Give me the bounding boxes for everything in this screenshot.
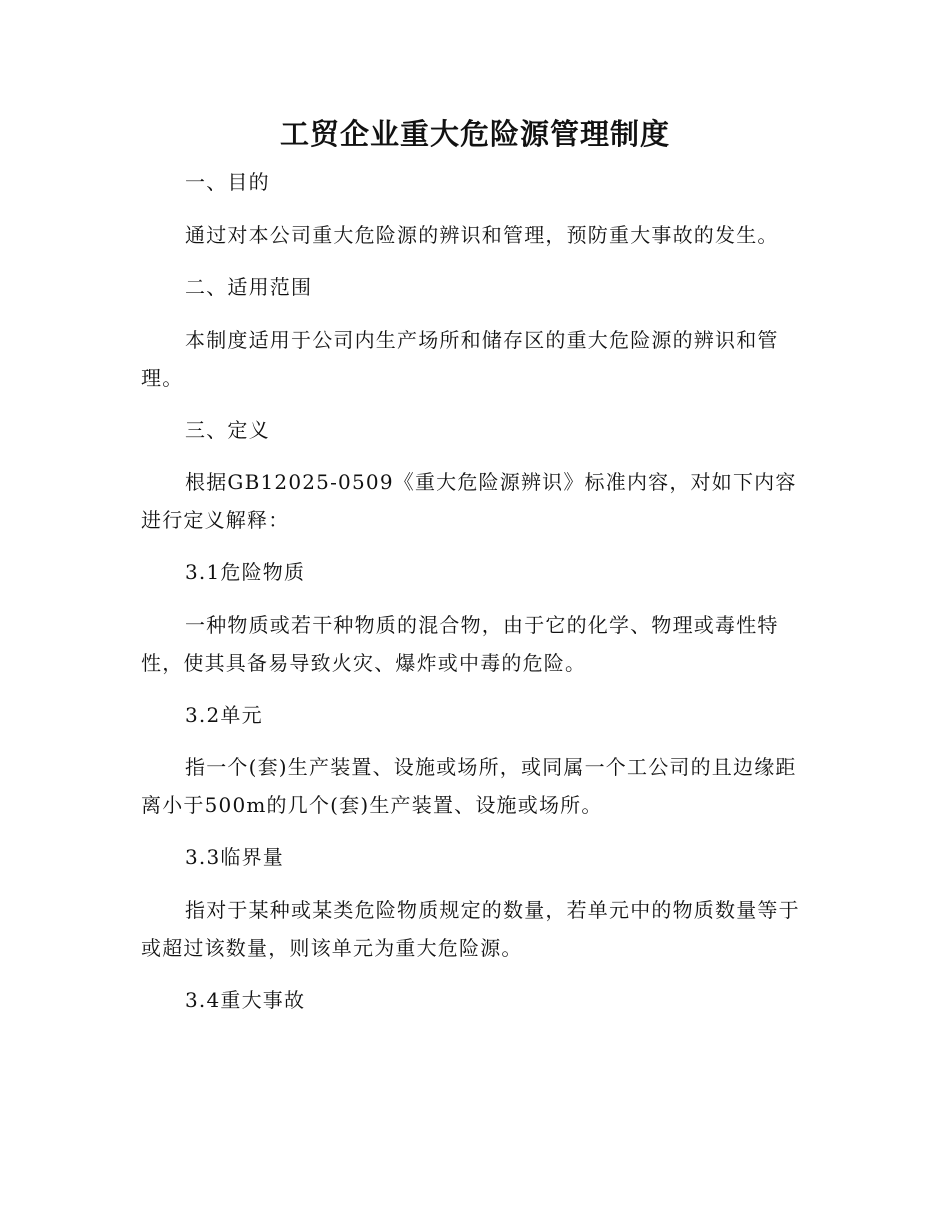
subheading-unit: 3.2单元 — [185, 703, 263, 727]
paragraph-scope: 本制度适用于公司内生产场所和储存区的重大危险源的辨识和管理。 — [141, 328, 779, 390]
section-heading-purpose: 一、目的 — [185, 170, 270, 194]
section-heading-scope: 二、适用范围 — [185, 275, 313, 299]
paragraph-hazardous-substance: 一种物质或若干种物质的混合物，由于它的化学、物理或毒性特性，使其具备易导致火灾、爆炸或中毒的危险。 — [141, 613, 779, 675]
paragraph-unit: 指一个(套)生产装置、设施或场所，或同属一个工公司的且边缘距离小于500m的几个(套)生产装置、设施或场所。 — [141, 755, 797, 817]
document-title: 工贸企业重大危险源管理制度 — [279, 117, 670, 151]
subheading-hazardous-substance: 3.1危险物质 — [185, 560, 306, 584]
subheading-critical-quantity: 3.3临界量 — [185, 845, 285, 869]
paragraph-definitions-intro: 根据GB12025-0509《重大危险源辨识》标准内容，对如下内容进行定义解释： — [141, 470, 797, 532]
paragraph-critical-quantity: 指对于某种或某类危险物质规定的数量，若单元中的物质数量等于或超过该数量，则该单元为重大危险源。 — [141, 898, 800, 960]
section-heading-definitions: 三、定义 — [185, 418, 270, 442]
paragraph-purpose: 通过对本公司重大危险源的辨识和管理，预防重大事故的发生。 — [185, 223, 779, 247]
subheading-major-accident: 3.4重大事故 — [185, 988, 306, 1012]
